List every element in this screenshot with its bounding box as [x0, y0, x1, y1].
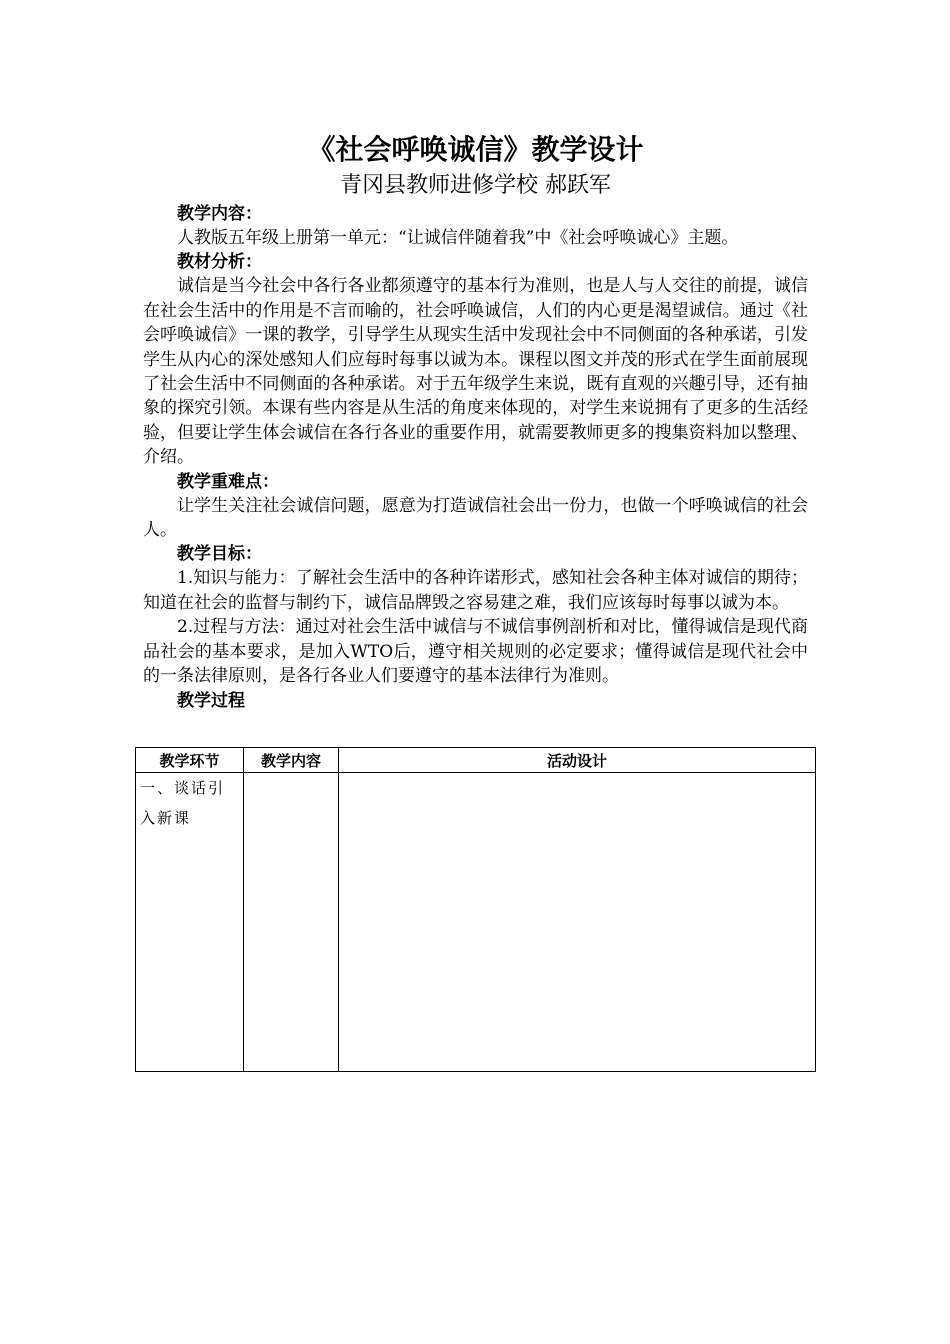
table-header-stage: 教学环节 — [136, 748, 244, 773]
section-heading-difficulty: 教学重难点： — [177, 471, 279, 492]
section-text-difficulty: 让学生关注社会诚信问题，愿意为打造诚信社会出一份力，也做一个呼唤诚信的社会人。 — [143, 495, 808, 541]
goal-item-1: 1.知识与能力：了解社会生活中的各种许诺形式，感知社会各种主体对诚信的期待；知道在社会的监督与制约下，诚信品牌毁之容易建之难，我们应该每时每事以诚为本。 — [143, 568, 808, 613]
section-heading-content: 教学内容： — [177, 204, 262, 224]
table-cell-content — [244, 773, 339, 1072]
section-heading-process: 教学过程 — [177, 690, 245, 711]
goal-item-2: 2.过程与方法：通过对社会生活中诚信与不诚信事例剖析和对比，懂得诚信是现代商品社会的基本要求，是加入WTO后，遵守相关规则的必定要求；懂得诚信是现代社会中的一条法律原则，是各行各业人们要遵守的基本法律行为准则。 — [143, 617, 808, 687]
table-header-content: 教学内容 — [244, 748, 339, 773]
process-table — [135, 747, 816, 1072]
section-heading-analysis: 教材分析： — [177, 252, 262, 273]
document-author: 青冈县教师进修学校 郝跃军 — [340, 173, 611, 198]
section-text-analysis: 诚信是当今社会中各行各业都须遵守的基本行为准则，也是人与人交往的前提，诚信在社会生活中的作用是不言而喻的，社会呼唤诚信，人们的内心更是渴望诚信。通过《社会呼唤诚信》一课的教学，引导学生从现实生活中发现社会中不同侧面的各种承诺，引发学生从内心的深处感知人们应每时每事以诚为本。课程以图文并茂的形式在学生面前展现了社会生活中不同侧面的各种承诺。对于五年级学生来说，既有直观的兴趣引导，还有抽象的探究引领。本课有些内容是从生活的角度来体现的，对学生来说拥有了更多的生活经验，但要让学生体会诚信在各行各业的重要作用，就需要教师更多的搜集资料加以整理、介绍。 — [143, 276, 808, 468]
table-cell-stage: 一、谈话引入新课 — [136, 773, 244, 1072]
table-row — [136, 773, 816, 1072]
table-header-activity: 活动设计 — [339, 748, 816, 773]
section-text-content: 人教版五年级上册第一单元：“让诚信伴随着我”中《社会呼唤诚心》主题。 — [177, 228, 739, 248]
document-page — [143, 130, 808, 713]
section-heading-goals: 教学目标： — [177, 544, 262, 565]
table-header-row — [136, 748, 816, 773]
document-title: 《社会呼唤诚信》教学设计 — [307, 133, 644, 166]
table-cell-activity — [339, 773, 816, 1072]
